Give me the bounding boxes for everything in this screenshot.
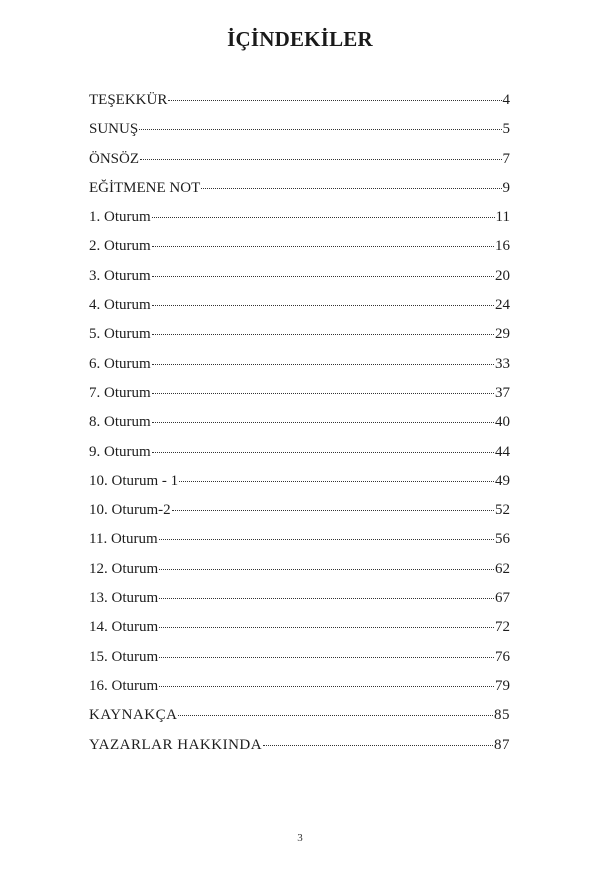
- toc-entry-page: 85: [494, 707, 510, 724]
- toc-entry-oturum-16: [89, 672, 510, 701]
- toc-entry-oturum-5: [89, 320, 510, 349]
- toc-entry-page: 5: [502, 121, 510, 138]
- toc-dot-leader: [152, 393, 494, 394]
- toc-entry-oturum-1: [89, 203, 510, 232]
- toc-entry-oturum-4: [89, 291, 510, 320]
- toc-entry-label: YAZARLAR HAKKINDA: [89, 736, 263, 753]
- toc-entry-page: 40: [495, 414, 510, 431]
- toc-entry-kaynakca: [89, 701, 510, 730]
- toc-entry-page: 72: [495, 619, 510, 636]
- table-of-contents: [89, 86, 510, 760]
- toc-dot-leader: [152, 276, 494, 277]
- toc-dot-leader: [152, 452, 494, 453]
- toc-entry-label: 6. Oturum: [89, 355, 151, 372]
- toc-dot-leader: [159, 539, 494, 540]
- toc-entry-page: 56: [495, 531, 510, 548]
- toc-entry-oturum-10-2: [89, 496, 510, 525]
- toc-entry-label: EĞİTMENE NOT: [89, 179, 201, 196]
- toc-entry-page: 4: [502, 92, 510, 108]
- toc-entry-oturum-14: [89, 613, 510, 642]
- toc-entry-page: 44: [495, 443, 510, 460]
- toc-dot-leader: [152, 422, 494, 423]
- toc-entry-page: 76: [495, 648, 510, 665]
- toc-entry-label: 12. Oturum: [89, 560, 159, 577]
- toc-dot-leader: [168, 100, 501, 101]
- toc-entry-label: 1. Oturum: [89, 209, 151, 226]
- toc-entry-page: 9: [502, 179, 510, 196]
- toc-entry-oturum-7: [89, 379, 510, 408]
- toc-entry-label: 9. Oturum: [89, 443, 151, 460]
- toc-dot-leader: [152, 217, 495, 218]
- toc-entry-label: 2. Oturum: [89, 238, 151, 255]
- toc-entry-oturum-8: [89, 408, 510, 437]
- toc-entry-label: 14. Oturum: [89, 619, 159, 636]
- toc-entry-yazarlar-hakkinda: [89, 731, 510, 760]
- toc-dot-leader: [159, 627, 494, 628]
- toc-entry-label: 4. Oturum: [89, 297, 151, 314]
- toc-entry-page: 49: [495, 472, 510, 489]
- toc-dot-leader: [152, 246, 494, 247]
- toc-entry-oturum-9: [89, 438, 510, 467]
- toc-entry-label: TEŞEKKÜR: [89, 92, 168, 108]
- toc-dot-leader: [152, 364, 494, 365]
- toc-dot-leader: [159, 598, 494, 599]
- toc-entry-page: 16: [495, 238, 510, 255]
- toc-dot-leader: [179, 481, 494, 482]
- page-title: İÇİNDEKİLER: [227, 27, 373, 51]
- toc-entry-label: 15. Oturum: [89, 648, 159, 665]
- toc-entry-label: 11. Oturum: [89, 531, 158, 548]
- toc-dot-leader: [159, 569, 494, 570]
- toc-entry-label: 16. Oturum: [89, 677, 159, 694]
- toc-dot-leader: [178, 715, 493, 716]
- toc-entry-page: 67: [495, 590, 510, 607]
- toc-entry-page: 7: [502, 150, 510, 167]
- page-number: 3: [297, 832, 303, 844]
- toc-dot-leader: [152, 305, 494, 306]
- toc-entry-page: 52: [495, 502, 510, 519]
- toc-dot-leader: [152, 334, 494, 335]
- toc-entry-oturum-2: [89, 232, 510, 261]
- toc-entry-label: ÖNSÖZ: [89, 150, 140, 167]
- toc-entry-label: 13. Oturum: [89, 590, 159, 607]
- toc-entry-oturum-10-1: [89, 467, 510, 496]
- toc-entry-page: 29: [495, 326, 510, 343]
- toc-entry-label: 10. Oturum-2: [89, 502, 171, 519]
- toc-entry-label: KAYNAKÇA: [89, 707, 178, 724]
- toc-dot-leader: [139, 129, 501, 130]
- toc-dot-leader: [140, 159, 501, 160]
- toc-dot-leader: [201, 188, 501, 189]
- toc-entry-page: 20: [495, 267, 510, 284]
- toc-entry-page: 79: [495, 677, 510, 694]
- toc-entry-label: 8. Oturum: [89, 414, 151, 431]
- toc-entry-oturum-3: [89, 262, 510, 291]
- toc-entry-page: 87: [494, 736, 510, 753]
- toc-entry-oturum-15: [89, 643, 510, 672]
- toc-entry-page: 62: [495, 560, 510, 577]
- toc-entry-label: SUNUŞ: [89, 121, 139, 138]
- toc-entry-oturum-6: [89, 350, 510, 379]
- toc-entry-page: 11: [495, 209, 510, 226]
- toc-entry-sunus: [89, 115, 510, 144]
- toc-entry-onsoz: [89, 145, 510, 174]
- toc-entry-label: 7. Oturum: [89, 384, 151, 401]
- toc-entry-page: 33: [495, 355, 510, 372]
- toc-dot-leader: [159, 657, 494, 658]
- toc-entry-label: 5. Oturum: [89, 326, 151, 343]
- toc-entry-oturum-12: [89, 555, 510, 584]
- toc-entry-tesekkur: [89, 86, 510, 115]
- toc-dot-leader: [263, 745, 493, 746]
- toc-entry-oturum-13: [89, 584, 510, 613]
- toc-entry-label: 3. Oturum: [89, 267, 151, 284]
- toc-entry-egitmene-not: [89, 174, 510, 203]
- toc-dot-leader: [159, 686, 494, 687]
- toc-entry-page: 37: [495, 384, 510, 401]
- toc-entry-page: 24: [495, 297, 510, 314]
- toc-entry-label: 10. Oturum - 1: [89, 472, 179, 489]
- toc-entry-oturum-11: [89, 525, 510, 554]
- toc-dot-leader: [172, 510, 494, 511]
